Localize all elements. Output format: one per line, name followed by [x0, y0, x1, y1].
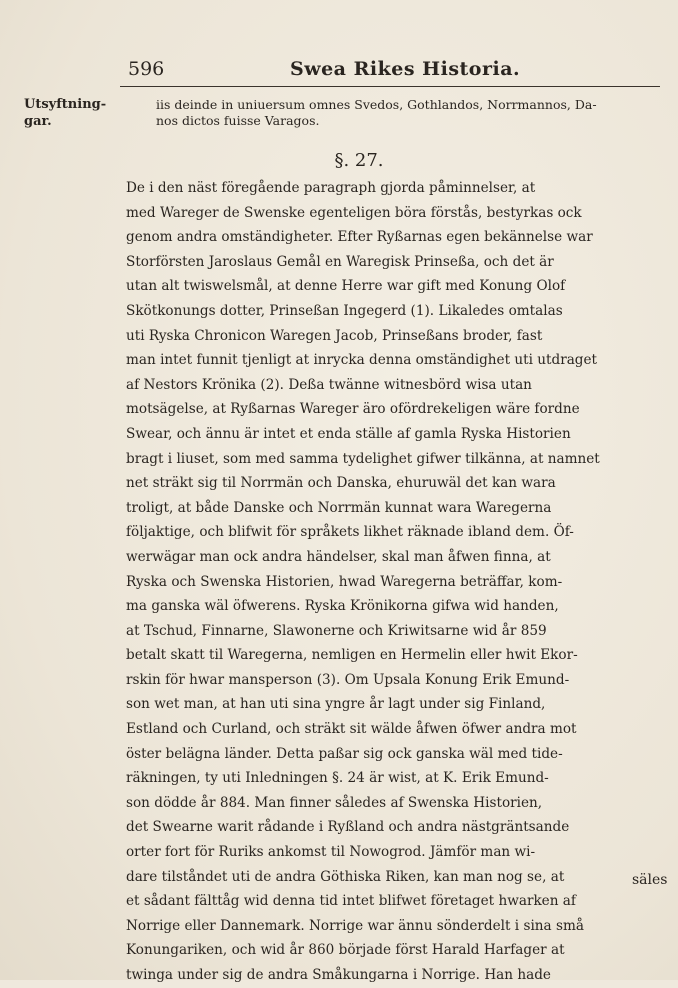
text-line: Swear, och ännu är intet et enda ställe af gamla Ryska Historien [126, 425, 571, 442]
page-number: 596 [128, 58, 165, 80]
text-line: orter fort för Ruriks ankomst til Nowogrod. Jämför man wi- [126, 844, 536, 861]
text-line: dare tilståndet uti de andra Göthiska Riken, kan man nog se, at [126, 868, 565, 885]
text-line: af Nestors Krönika (2). Deßa twänne witnesbörd wisa utan [126, 376, 532, 393]
margin-note: Utsyftning-gar. [24, 97, 107, 129]
catchword: säles [632, 872, 668, 888]
text-line: troligt, at både Danske och Norrmän kunnat wara Waregerna [126, 499, 552, 516]
section-heading: §. 27. [334, 150, 384, 171]
latin-line: iis deinde in uniuersum omnes Svedos, Gothlandos, Norrmannos, Da- [156, 97, 597, 112]
latin-line: nos dictos fuisse Varagos. [156, 113, 320, 128]
text-line: Konungariken, och wid år 860 började först Harald Harfager at [126, 942, 565, 959]
text-line: följaktige, och blifwit för språkets likhet räknade ibland dem. Öf- [126, 524, 574, 541]
text-line: werwägar man ock andra händelser, skal man åfwen finna, at [126, 548, 551, 565]
text-line: Storförsten Jaroslaus Gemål en Waregisk Prinseßa, och det är [126, 253, 554, 270]
text-line: Skötkonungs dotter, Prinseßan Ingegerd (1). Likaledes omtalas [126, 302, 563, 319]
text-line: son dödde år 884. Man finner således af Swenska Historien, [126, 794, 543, 811]
text-line: man intet funnit tjenligt at inrycka denna omständighet uti utdraget [126, 352, 598, 369]
latin-quotation [156, 97, 676, 129]
text-line: et sådant fälttåg wid denna tid intet blifwet företaget hwarken af [126, 893, 576, 910]
text-line: motsägelse, at Ryßarnas Wareger äro ofördrekeligen wäre fordne [126, 401, 580, 418]
text-line: at Tschud, Finnarne, Slawonerne och Kriwitsarne wid år 859 [126, 622, 547, 639]
text-line: ma ganska wäl öfwerens. Ryska Krönikorna gifwa wid handen, [126, 598, 559, 615]
text-line: twinga under sig de andra Småkungarna i Norrige. Han hade [126, 967, 551, 983]
text-line: Ryska och Swenska Historien, hwad Waregerna beträffar, kom- [126, 573, 563, 590]
body-text [126, 176, 671, 988]
text-line: uti Ryska Chronicon Waregen Jacob, Prinseßans broder, fast [126, 327, 543, 344]
text-line: bragt i liuset, som med samma tydelighet gifwer tilkänna, at namnet [126, 450, 600, 467]
text-line: betalt skatt til Waregerna, nemligen en Hermelin eller hwit Ekor- [126, 647, 578, 664]
text-line: räkningen, ty uti Inledningen §. 24 är wist, at K. Erik Emund- [126, 770, 549, 787]
header-rule [120, 86, 660, 87]
text-line: net sträkt sig til Norrmän och Danska, ehuruwäl det kan wara [126, 475, 556, 492]
text-line: öster belägna länder. Detta paßar sig ock ganska wäl med tide- [126, 745, 563, 762]
page-header [0, 58, 678, 88]
text-line: rskin för hwar mansperson (3). Om Upsala Konung Erik Emund- [126, 671, 570, 688]
text-line: det Swearne warit rådande i Ryßland och andra nästgräntsande [126, 819, 570, 836]
text-line: utan alt twiswelsmål, at denne Herre war gift med Konung Olof [126, 278, 566, 295]
text-line: De i den näst föregående paragraph gjorda påminnelser, at [126, 180, 536, 196]
text-line: Norrige eller Dannemark. Norrige war ännu sönderdelt i sina små [126, 917, 584, 934]
running-title: Swea Rikes Historia. [290, 58, 521, 80]
text-line: Estland och Curland, och sträkt sit wälde åfwen öfwer andra mot [126, 721, 577, 738]
text-line: med Wareger de Swenske egenteligen böra förstås, bestyrkas ock [126, 204, 582, 221]
text-line: genom andra omständigheter. Efter Ryßarnas egen bekännelse war [126, 229, 593, 246]
text-line: son wet man, at han uti sina yngre år lagt under sig Finland, [126, 696, 546, 713]
